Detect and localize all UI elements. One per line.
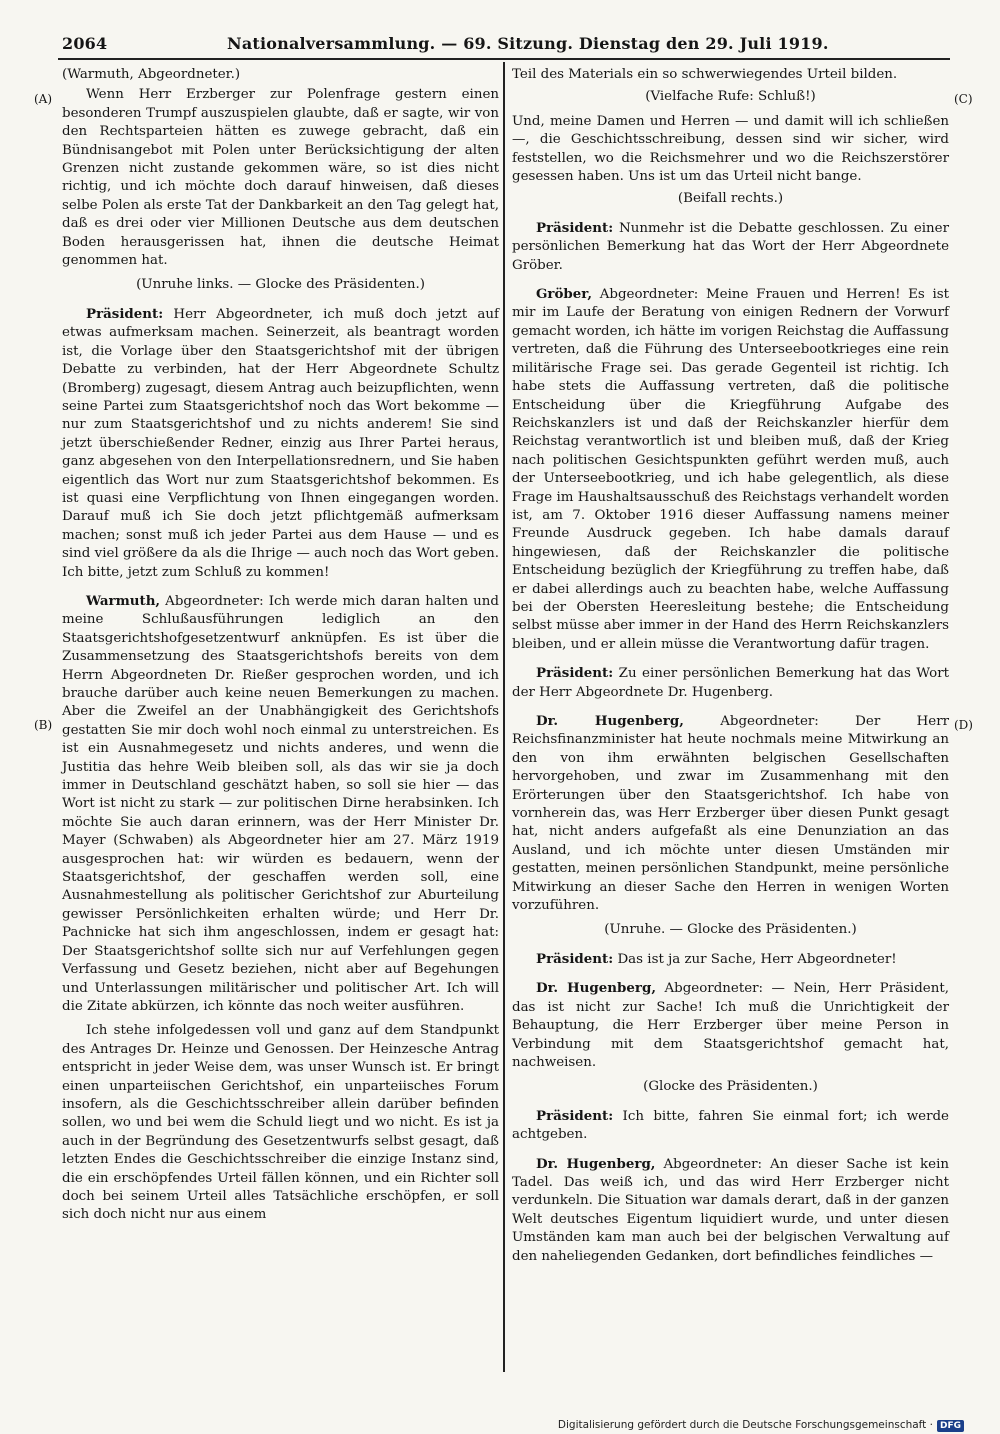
paragraph: Teil des Materials ein so schwerwiegendes Urteil bilden.	[512, 67, 898, 82]
speech-text: Herr Abgeordneter, ich muß doch jetzt auf etwas aufmerksam machen. Seinerzeit, als beantragt worden ist, die Vorlage über den Staatsgerichtshof mit der übrigen Debatte zu verbinden, hat der Herr Abgeordnete Schultz (Bromberg) zugesagt, diesem Antrag auch beizupflichten, wenn seine Partei zum Staatsgerichtshof noch das Wort bekomme — nur zum Staatsgerichtshof und zu nichts anderem! Sie sind jetzt überschießender Redner, einzig aus Ihrer Partei heraus, ganz abgesehen von den Interpellationsrednern, und Sie haben eigentlich das Wort nur zum Staatsgerichtshof bekommen. Es ist quasi eine Verpflichtung von Ihnen eingegangen worden. Darauf muß ich Sie doch jetzt pflichtgemäß aufmerksam machen; sonst muß ich jeder Partei aus dem Hause — und es sind viel größere da als die Ihrige — auch noch das Wort geben. Ich bitte, jetzt zum Schluß zu kommen!	[62, 306, 499, 580]
page-number: 2064	[62, 34, 108, 53]
speech-text: Abgeordneter: — Nein, Herr Präsident, das ist nicht zur Sache! Ich muß die Unrichtigkeit der Behauptung, die Herr Erzberger über meine Person in Verbindung mit dem Staatsgerichtshof gemacht hat, nachweisen.	[512, 981, 949, 1070]
interjection: (Beifall rechts.)	[677, 191, 784, 207]
speaker-name: Dr. Hugenberg,	[536, 980, 656, 997]
right-column	[512, 66, 949, 1272]
speech-text: Das ist ja zur Sache, Herr Abgeordneter!	[613, 951, 897, 967]
speaker-name: Dr. Hugenberg,	[536, 713, 684, 729]
column-divider	[503, 62, 505, 1372]
interjection: (Unruhe links. — Glocke des Präsidenten.)	[136, 277, 425, 293]
speech-text: Abgeordneter: Ich werde mich daran halten und meine Schlußausführungen lediglich an den Staatsgerichtshofgesetzentwurf anknüpfen. Es ist über die Zusammensetzung des Staatsgerichtshofs bereits von dem Herrn Abgeordneten Dr. Rießer gesprochen worden, und ich brauche darüber auch keine neuen Bemerkungen zu machen. Aber die Zweifel an der Unabhängigkeit des Gerichtshofs gestatten Sie mir doch wohl noch einmal zu unterstreichen. Es ist ein Ausnahmegesetz und nichts anderes, und wenn die Justitia das hehre Weib bleiben soll, als das wir sie ja doch immer in Deutschland geschätzt haben, so soll sie hier — das Wort ist nicht zu stark — zur politischen Dirne herabsinken. Ich möchte Sie auch daran erinnern, was der Herr Minister Dr. Mayer (Schwaben) als Abgeordneter hier am 27. März 1919 ausgesprochen hat: wir würden es bedauern, wenn der Staatsgerichtshof, der geschaffen werden soll, eine Ausnahmestellung als politischer Gerichtshof zur Aburteilung gewisser Persönlichkeiten erhalten würde; und Herr Dr. Pachnicke hat sich ihm angeschlossen, indem er gesagt hat: Der Staatsgerichtshof sollte sich nur auf Verfehlungen gegen Verfassung und Gesetz beziehen, nicht aber auf Begehungen und Unterlassungen militärischer und politischer Art. Ich will die Zitate abkürzen, ich könnte das noch weiter ausführen.	[62, 593, 499, 1014]
paragraph: Ich stehe infolgedessen voll und ganz auf dem Standpunkt des Antrages Dr. Heinze und Genossen. Der Heinzesche Antrag entspricht in jeder Weise dem, was unser Wunsch ist. Er bringt einen unparteiischen Gerichtshof, ein unparteiisches Forum insofern, als die Geschichtsschreiber allein darüber befinden sollen, wo und bei wem die Schuld liegt und wo nicht. Es ist ja auch in der Begründung des Gesetzentwurfs selbst gesagt, daß letzten Endes die Geschichtsschreiber die einzige Instanz sind, die ein erschöpfendes Urteil fällen können, und ein Richter soll doch bei seinem Urteil alles Tatsächliche erschöpfen, er soll sich doch nicht nur aus einem	[62, 1023, 499, 1223]
speaker-name: Gröber,	[536, 286, 593, 303]
speaker-name: Präsident:	[536, 1107, 614, 1124]
speech	[512, 1107, 949, 1145]
page-header	[62, 30, 829, 56]
speaker-name: Warmuth,	[86, 592, 161, 609]
digitization-footer	[558, 1419, 964, 1432]
interjection: (Glocke des Präsidenten.)	[643, 1079, 818, 1095]
speech	[512, 979, 949, 1072]
speech	[62, 305, 499, 582]
speaker-name: Präsident:	[536, 219, 614, 236]
footer-text: Digitalisierung gefördert durch die Deutsche Forschungsgemeinschaft ·	[557, 1419, 933, 1431]
margin-marker-d: (D)	[954, 718, 973, 732]
speech-text: Abgeordneter: Meine Frauen und Herren! Es ist mir im Laufe der Beratung von einigen Rednern der Vorwurf gemacht worden, ich hätte im vorigen Reichstag die Auffassung vertreten, daß die Führung des Unterseebootkrieges eine rein militärische Frage sei. Das gerade Gegenteil ist richtig. Ich habe stets die Auffassung vertreten, daß die politische Entscheidung über die Kriegführung Aufgabe des Reichskanzlers ist und daß der Reichskanzler hierfür dem Reichstag verantwortlich ist und bleiben muß, daß der Krieg nach politischen Gesichtspunkten geführt werden muß, auch der Unterseebootkrieg, und ich habe gelegentlich, als diese Frage im Haushaltsausschuß des Reichstags verhandelt worden ist, am 7. Oktober 1916 dieser Auffassung namens meiner Freunde Ausdruck gegeben. Ich habe damals darauf hingewiesen, daß der Reichskanzler die politische Entscheidung bezüglich der Kriegführung zu treffen habe, daß er dabei allerdings auch zu beachten habe, welche Auffassung bei der Obersten Heeresleitung bestehe; die Entscheidung selbst müsse aber immer in der Hand des Herrn Reichskanzlers bleiben, und er allein müsse die Verantwortung dafür tragen.	[512, 287, 949, 652]
margin-marker-a: (A)	[34, 92, 53, 106]
left-column	[62, 66, 499, 1231]
paragraph: Und, meine Damen und Herren — und damit will ich schließen —, die Geschichtsschreibung, dessen sind wir sicher, wird feststellen, wo die Reichsmehrer und wo die Reichszerstörer gesessen haben. Uns ist um das Urteil nicht bange.	[512, 113, 949, 185]
margin-marker-b: (B)	[34, 718, 53, 732]
paragraph: Wenn Herr Erzberger zur Polenfrage gestern einen besonderen Trumpf auszuspielen glaubte, daß er sagte, wir von den Rechtsparteien hätten es zuwege gebracht, daß ein Bündnisangebot mit Polen unter Berücksichtigung der alten Grenzen nicht zustande gekommen wäre, so ist dies nicht richtig, und ich möchte doch darauf hinweisen, daß dieses selbe Polen als erste Tat der Dankbarkeit an den Tag gelegt hat, daß es drei oder vier Millionen Deutsche aus dem deutschen Boden herausgerissen hat, ihnen die deutsche Heimat genommen hat.	[62, 87, 499, 269]
speaker-name: Präsident:	[536, 950, 614, 967]
speech-text: Abgeordneter: Der Herr Reichsfinanzminister hat heute nochmals meine Mitwirkung an den von ihm erwähnten belgischen Gesellschaften hervorgehoben, und zwar im Zusammenhang mit den Erörterungen über den Staatsgerichtshof. Ich habe von vornherein das, was Herr Erzberger über diesen Punkt gesagt hat, nicht anders aufgefaßt als eine Denunziation an das Ausland, und ich möchte unter diesen Umständen mir gestatten, meinen persönlichen Standpunkt, meine persönliche Mitwirkung an dieser Sache den Herren in wenigen Worten vorzuführen.	[512, 714, 949, 914]
speech	[512, 664, 949, 702]
speech	[512, 712, 949, 915]
interjection: (Unruhe. — Glocke des Präsidenten.)	[604, 922, 857, 938]
speaker-name: Präsident:	[536, 665, 614, 682]
running-title: Nationalversammlung. — 69. Sitzung. Dienstag den 29. Juli 1919.	[227, 34, 829, 53]
speech	[512, 219, 949, 275]
margin-marker-c: (C)	[954, 92, 973, 106]
speech-text: Abgeordneter: An dieser Sache ist kein Tadel. Das weiß ich, und das wird Herr Erzberger nicht verdunkeln. Die Situation war damals derart, daß in der ganzen Welt deutsches Eigentum liquidiert wurde, und unter diesen Umständen kam man auch bei der belgischen Verwaltung auf den naheliegenden Gedanken, dort befindliches feindliches —	[512, 1156, 949, 1264]
speaker-name: Dr. Hugenberg,	[536, 1155, 656, 1172]
speech	[512, 285, 949, 654]
speaker-continuation: (Warmuth, Abgeordneter.)	[62, 67, 241, 82]
speech	[512, 950, 949, 969]
speech	[62, 592, 499, 1016]
speech-text: Ich bitte, fahren Sie einmal fort; ich werde achtgeben.	[512, 1108, 949, 1143]
interjection: (Vielfache Rufe: Schluß!)	[645, 89, 816, 105]
speech	[512, 1155, 949, 1266]
header-rule	[58, 58, 950, 60]
speech-text: Zu einer persönlichen Bemerkung hat das Wort der Herr Abgeordnete Dr. Hugenberg.	[512, 666, 949, 700]
speaker-name: Präsident:	[86, 305, 164, 322]
speech-text: Nunmehr ist die Debatte geschlossen. Zu einer persönlichen Bemerkung hat das Wort der Herr Abgeordnete Gröber.	[512, 220, 949, 273]
dfg-logo: DFG	[937, 1420, 964, 1432]
